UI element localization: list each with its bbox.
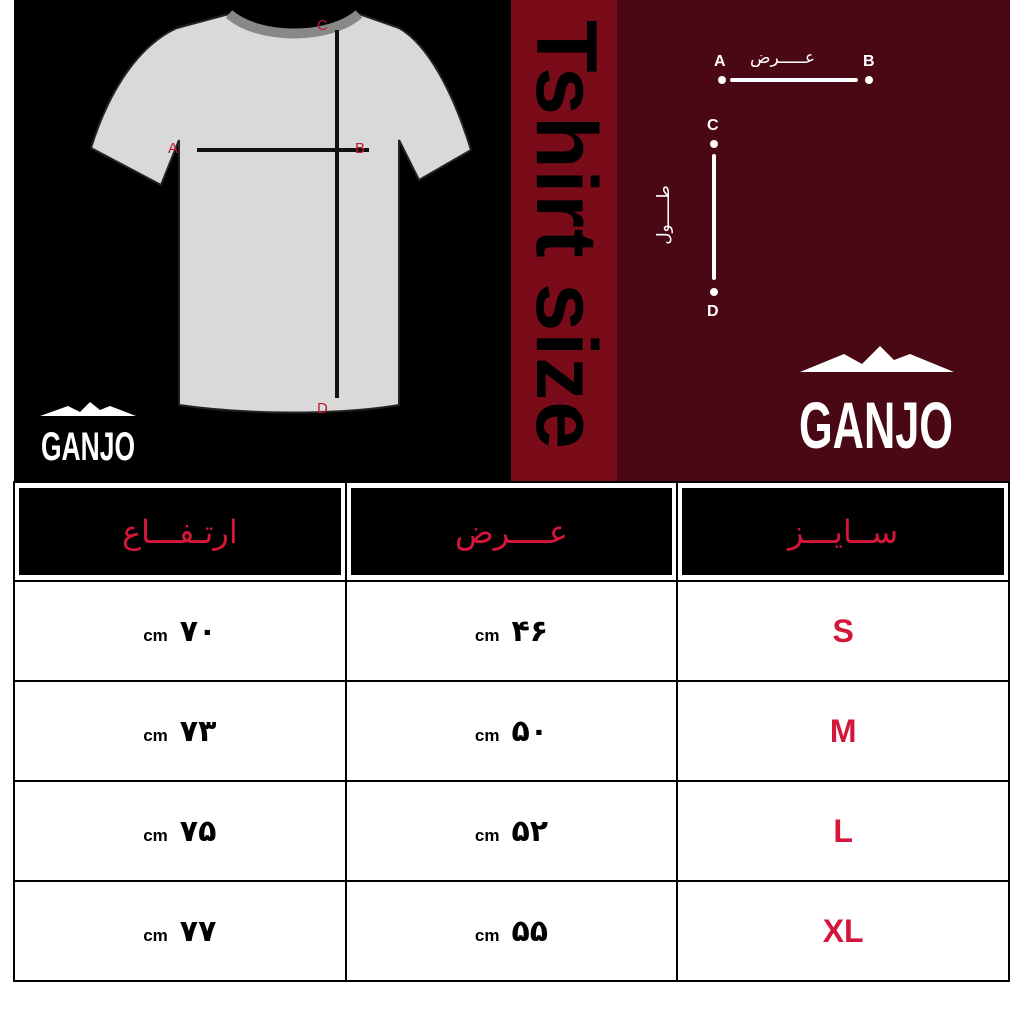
size-cell: S xyxy=(677,581,1009,681)
legend-dot-b xyxy=(865,76,873,84)
banner-title xyxy=(518,0,614,470)
brand-logo-text-large: GANJO xyxy=(799,388,953,462)
header-width: عــــرض xyxy=(346,482,678,581)
shirt-point-b: B xyxy=(355,140,366,157)
shirt-point-c: C xyxy=(317,17,328,34)
legend-point-a: A xyxy=(714,53,726,70)
legend-point-b: B xyxy=(863,53,875,70)
width-cell: cm ۴۶ xyxy=(346,581,678,681)
width-cell: cm ۵۲ xyxy=(346,781,678,881)
brand-logo-large xyxy=(796,344,956,462)
size-cell: XL xyxy=(677,881,1009,981)
size-table xyxy=(13,481,1010,982)
height-cell: cm ۷۷ xyxy=(14,881,346,981)
width-cell: cm ۵۵ xyxy=(346,881,678,981)
legend-dot-d xyxy=(710,288,718,296)
height-cell: cm ۷۵ xyxy=(14,781,346,881)
header-size: ســایـــز xyxy=(677,482,1009,581)
brand-logo-text: GANJO xyxy=(41,425,135,469)
legend-dot-c xyxy=(710,140,718,148)
legend-dot-a xyxy=(718,76,726,84)
size-cell: M xyxy=(677,681,1009,781)
size-cell: L xyxy=(677,781,1009,881)
legend-point-d: D xyxy=(707,303,719,320)
header-height: ارتـفـــاع xyxy=(14,482,346,581)
legend-point-c: C xyxy=(707,117,719,134)
brand-logo-small xyxy=(38,398,138,469)
height-cell: cm ۷۰ xyxy=(14,581,346,681)
table-row xyxy=(14,581,1009,681)
legend-width-bar xyxy=(730,78,858,82)
legend-length-bar xyxy=(712,154,716,280)
width-cell: cm ۵۰ xyxy=(346,681,678,781)
tshirt-illustration xyxy=(69,0,469,430)
height-cell: cm ۷۳ xyxy=(14,681,346,781)
banner-title-text: Tshirt size xyxy=(518,20,614,450)
legend-length-word: طـــــول xyxy=(653,185,674,245)
shirt-point-d: D xyxy=(317,400,328,417)
table-header-row xyxy=(14,482,1009,581)
legend-width-word: عـــــرض xyxy=(750,48,815,68)
table-row xyxy=(14,681,1009,781)
table-row xyxy=(14,781,1009,881)
table-row xyxy=(14,881,1009,981)
size-chart-banner xyxy=(14,0,1010,481)
shirt-point-a: A xyxy=(168,140,179,157)
